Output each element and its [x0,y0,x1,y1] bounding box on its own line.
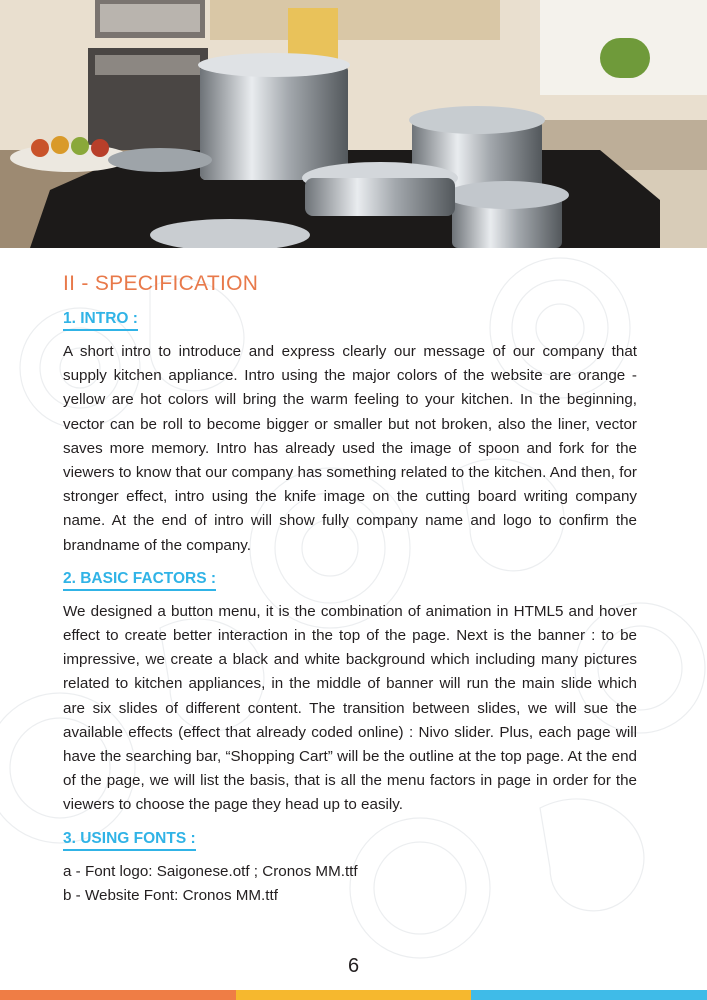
footer-segment-blue [471,990,707,1000]
intro-paragraph: A short intro to introduce and express clearly our message of our company that supply kitchen appliance. Intro using the major colors of the website are orange - yellow are hot colors will bring the warm feeling to your kitchen. In the beginning, vector can be roll to become bigger or smaller but not broken, also the liner, vector saves more memory. Intro has already used the image of spoon and fork for the viewers to know that our company has something related to the kitchen. And then, for stronger effect, intro using the knife image on the cutting board writing company name. At the end of intro will show fully company name and logo to confirm the brandname of the company. [63,343,637,554]
kitchen-cookware-illustration [0,0,707,248]
footer-color-bar [0,990,707,1000]
footer-segment-orange [0,990,236,1000]
document-content [63,272,637,908]
section-title: II - SPECIFICATION [63,272,259,295]
page-number: 6 [347,955,360,977]
using-fonts-heading: 3. USING FONTS : [63,830,196,851]
using-fonts-section [63,830,637,908]
intro-section [63,310,637,558]
footer-segment-yellow [236,990,471,1000]
hero-photo [0,0,707,248]
font-logo-line: a - Font logo: Saigonese.otf ; Cronos MM.ttf [63,862,358,880]
intro-heading: 1. INTRO : [63,310,138,331]
basic-factors-paragraph: We designed a button menu, it is the combination of animation in HTML5 and hover effect to create better interaction in the top of the page. Next is the banner : to be impressive, we create a black and white background which including many pictures related to kitchen appliances, in the middle of banner will run the main slide which are six slides of different content. The transition between slides, we will sue the available effects (effect that already coded online) : Nivo slider. Plus, each page will have the searching bar, “Shopping Cart” will be the outline at the top page. At the end of the page, we will list the basis, that is all the menu factors in page in order for the viewers to choose the page they head up to easily. [63,602,637,814]
basic-factors-section [63,570,637,818]
website-font-line: b - Website Font: Cronos MM.ttf [63,886,278,904]
basic-factors-heading: 2. BASIC FACTORS : [63,570,216,591]
